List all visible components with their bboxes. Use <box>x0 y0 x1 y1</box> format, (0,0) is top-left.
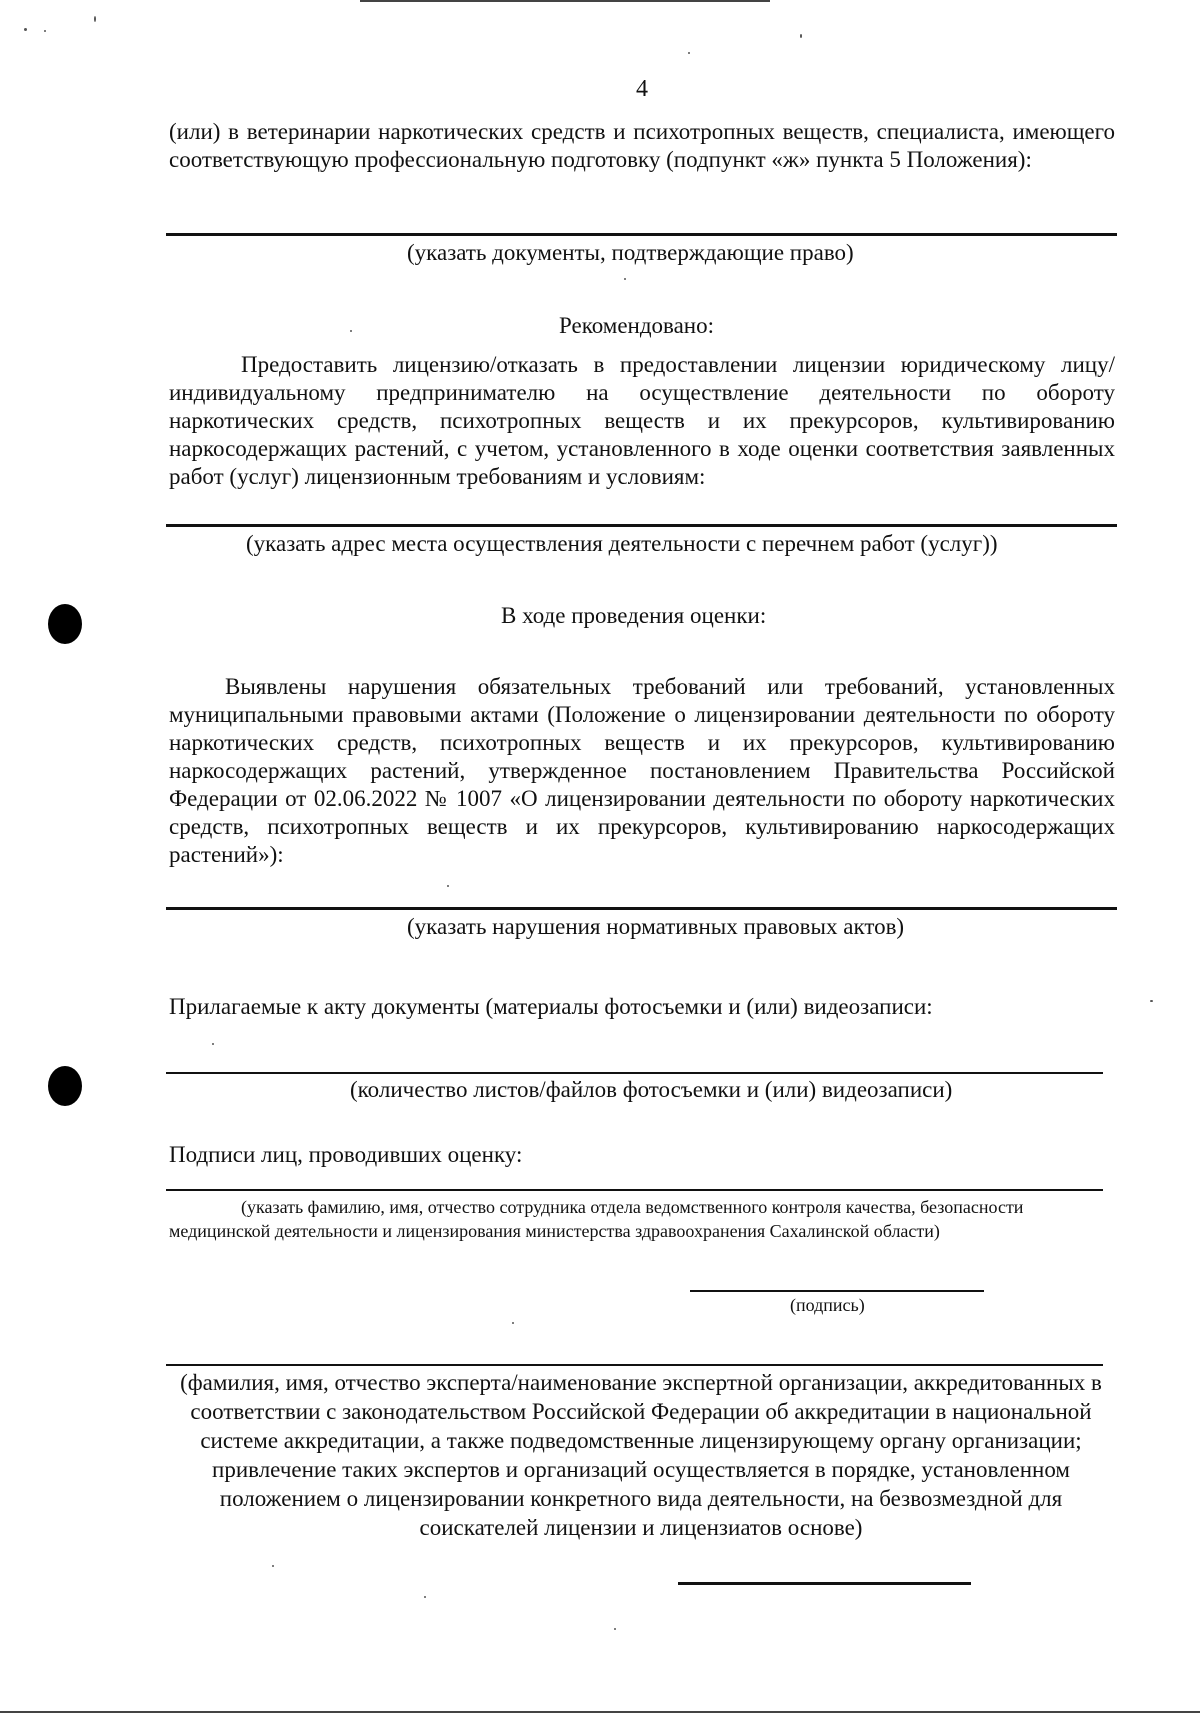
scan-speck <box>512 1322 514 1324</box>
assessment-paragraph: Выявлены нарушения обязательных требований или требований, установленных муниципальными правовыми актами (Положение о лицензировании деятельности по обороту наркотических средств, психотропных веществ и их прекурсоров, культивированию наркосодержащих растений, утвержденное постановлением Правительства Российской Федерации от 02.06.2022 № 1007 «О лицензировании деятельности по обороту наркотических средств, психотропных веществ и их прекурсоров, культивированию наркосодержащих растений»): <box>169 674 1115 867</box>
recommended-heading: Рекомендовано: <box>559 313 715 338</box>
scan-speck <box>800 34 802 38</box>
scan-bottom-edge <box>0 1711 1200 1713</box>
page-number: 4 <box>636 76 648 102</box>
signature-line <box>690 1290 984 1292</box>
fill-in-line-attachments <box>166 1072 1103 1074</box>
caption-address: (указать адрес места осуществления деятельности с перечнем работ (услуг)) <box>246 531 998 556</box>
scan-speck <box>424 1596 426 1598</box>
scan-speck <box>688 52 690 54</box>
scan-top-edge <box>360 0 770 2</box>
intro-paragraph: (или) в ветеринарии наркотических средств и психотропных веществ, специалиста, имеющего соответствующую профессиональную подготовку (подпункт «ж» пункта 5 Положения): <box>169 119 1115 172</box>
fill-in-line-violations <box>166 907 1117 910</box>
scan-speck <box>350 330 352 332</box>
scan-speck <box>624 278 626 280</box>
scan-speck <box>272 1565 274 1567</box>
caption-violations: (указать нарушения нормативных правовых актов) <box>407 914 905 939</box>
scan-speck <box>614 1628 616 1630</box>
caption-documents: (указать документы, подтверждающие право) <box>407 240 854 265</box>
fill-in-line-expert <box>166 1364 1103 1366</box>
fill-in-line-employee <box>166 1189 1103 1191</box>
attachments-text: Прилагаемые к акту документы (материалы фотосъемки и (или) видеозаписи: <box>169 994 933 1019</box>
scan-speck <box>212 1043 214 1045</box>
scan-speck <box>44 30 46 32</box>
punch-hole-upper <box>48 604 82 644</box>
caption-expert: (фамилия, имя, отчество эксперта/наименование экспертной организации, аккредитованных в соответствии с законодательством Российской Федерации об аккредитации в национальной системе аккредитации, а также подведомственные лицензирующему органу организации; привлечение таких экспертов и организаций осуществляется в порядке, установленном положением о лицензировании конкретного вида деятельности, на безвозмездной для соискателей лицензии и лицензиатов основе) <box>180 1370 1102 1540</box>
signatures-heading: Подписи лиц, проводивших оценку: <box>169 1142 523 1167</box>
fill-in-line-address <box>166 524 1117 527</box>
recommended-paragraph: Предоставить лицензию/отказать в предоставлении лицензии юридическому лицу/индивидуальному предпринимателю на осуществление деятельности по обороту наркотических средств, психотропных веществ и их прекурсоров, культивированию наркосодержащих растений, с учетом, установленного в ходе оценки соответствия заявленных работ (услуг) лицензионным требованиям и условиям: <box>169 352 1115 489</box>
punch-hole-lower <box>48 1066 82 1106</box>
scan-speck <box>447 885 449 887</box>
caption-signature: (подпись) <box>790 1295 865 1315</box>
assessment-heading: В ходе проведения оценки: <box>501 603 767 628</box>
scan-speck <box>94 16 96 22</box>
scan-speck <box>24 28 27 31</box>
signature-line-expert <box>678 1582 971 1585</box>
caption-employee: (указать фамилию, имя, отчество сотрудника отдела ведомственного контроля качества, безопасности медицинской деятельности и лицензирования министерства здравоохранения Сахалинской области) <box>169 1197 1024 1241</box>
caption-attachments: (количество листов/файлов фотосъемки и (или) видеозаписи) <box>350 1077 953 1102</box>
scan-speck <box>1150 1000 1153 1002</box>
fill-in-line-documents <box>166 233 1117 236</box>
